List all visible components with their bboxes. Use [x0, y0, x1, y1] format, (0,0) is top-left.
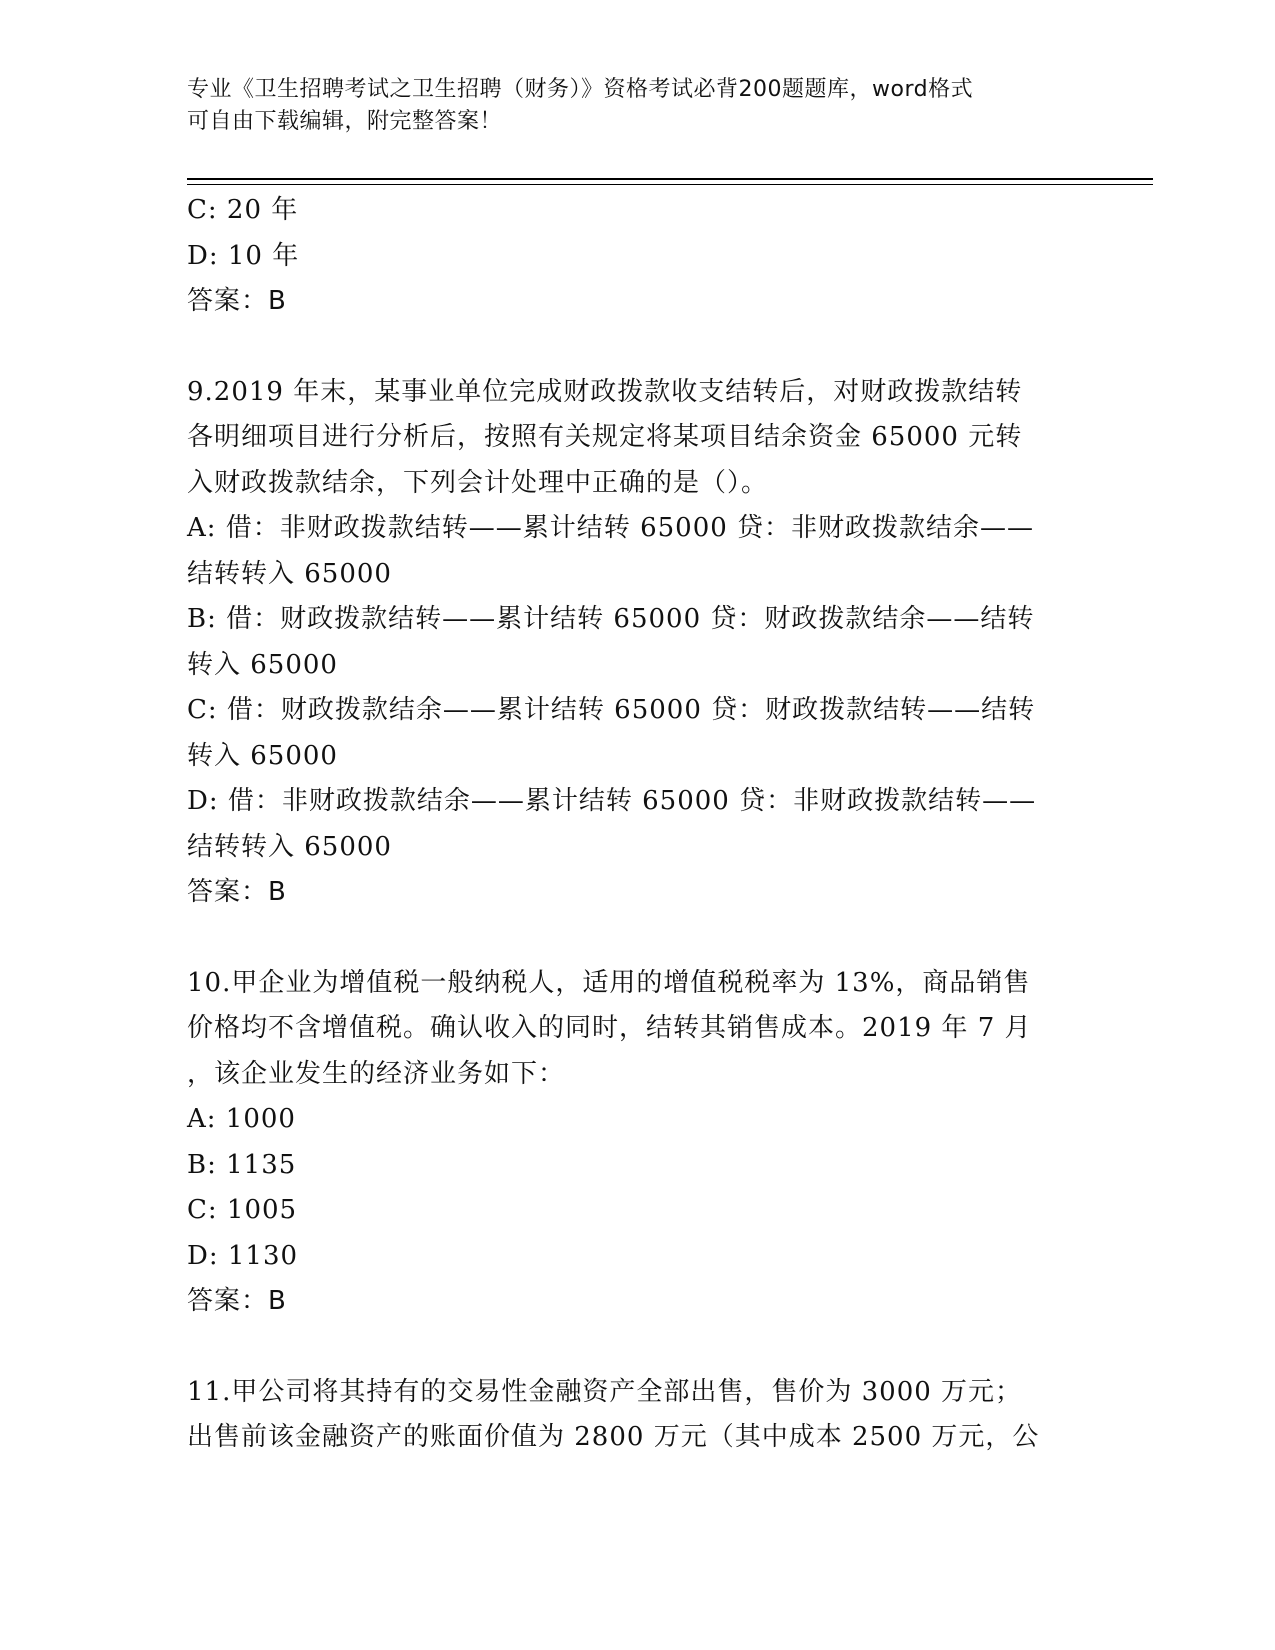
question-stem-line: 10.甲企业为增值税一般纳税人，适用的增值税税率为 13%，商品销售 [187, 967, 1031, 998]
option-d: D: 10 年 [187, 240, 300, 271]
option-b: B: 借：财政拨款结转——累计结转 65000 贷：财政拨款结余——结转 [187, 604, 1035, 634]
answer: 答案：B [187, 1286, 287, 1316]
spacer [187, 916, 1087, 961]
option-a-cont: 结转转入 65000 [187, 558, 392, 589]
option-c-cont: 转入 65000 [187, 740, 338, 771]
question-stem-line: 出售前该金融资产的账面价值为 2800 万元（其中成本 2500 万元，公 [187, 1422, 1040, 1452]
question-stem-line: 入财政拨款结余，下列会计处理中正确的是（）。 [187, 467, 769, 498]
question-stem-line: 9.2019 年末，某事业单位完成财政拨款收支结转后，对财政拨款结转 [187, 376, 1023, 407]
question-8-tail [187, 188, 1087, 325]
option-d-cont: 结转转入 65000 [187, 831, 392, 862]
question-9 [187, 370, 1087, 916]
option-b: B: 1135 [187, 1149, 297, 1180]
option-b-cont: 转入 65000 [187, 649, 338, 680]
header-line-2: 可自由下载编辑，附完整答案！ [187, 109, 503, 134]
question-stem-line: 11.甲公司将其持有的交易性金融资产全部出售，售价为 3000 万元； [187, 1376, 1023, 1407]
option-d: D: 借：非财政拨款结余——累计结转 65000 贷：非财政拨款结转—— [187, 786, 1037, 816]
question-stem-line: ，该企业发生的经济业务如下： [187, 1058, 566, 1089]
question-11 [187, 1370, 1087, 1461]
answer: 答案：B [187, 877, 287, 907]
document-header [187, 74, 1087, 138]
question-stem-line: 价格均不含增值税。确认收入的同时，结转其销售成本。2019 年 7 月 [187, 1013, 1032, 1043]
option-a: A: 1000 [187, 1104, 296, 1134]
spacer [187, 325, 1087, 370]
header-line-1: 专业《卫生招聘考试之卫生招聘（财务）》资格考试必背200题题库，word格式 [187, 77, 974, 102]
option-a: A: 借：非财政拨款结转——累计结转 65000 贷：非财政拨款结余—— [187, 513, 1035, 543]
document-body [187, 188, 1087, 1461]
option-c: C: 借：财政拨款结余——累计结转 65000 贷：财政拨款结转——结转 [187, 695, 1036, 725]
header-rule-thin [187, 184, 1153, 185]
option-c: C: 1005 [187, 1195, 298, 1225]
answer: 答案：B [187, 286, 287, 316]
option-c: C: 20 年 [187, 195, 299, 225]
spacer [187, 1325, 1087, 1370]
question-stem-line: 各明细项目进行分析后，按照有关规定将某项目结余资金 65000 元转 [187, 422, 1023, 452]
header-rule-thick [187, 178, 1153, 180]
option-d: D: 1130 [187, 1240, 299, 1271]
question-10 [187, 961, 1087, 1325]
